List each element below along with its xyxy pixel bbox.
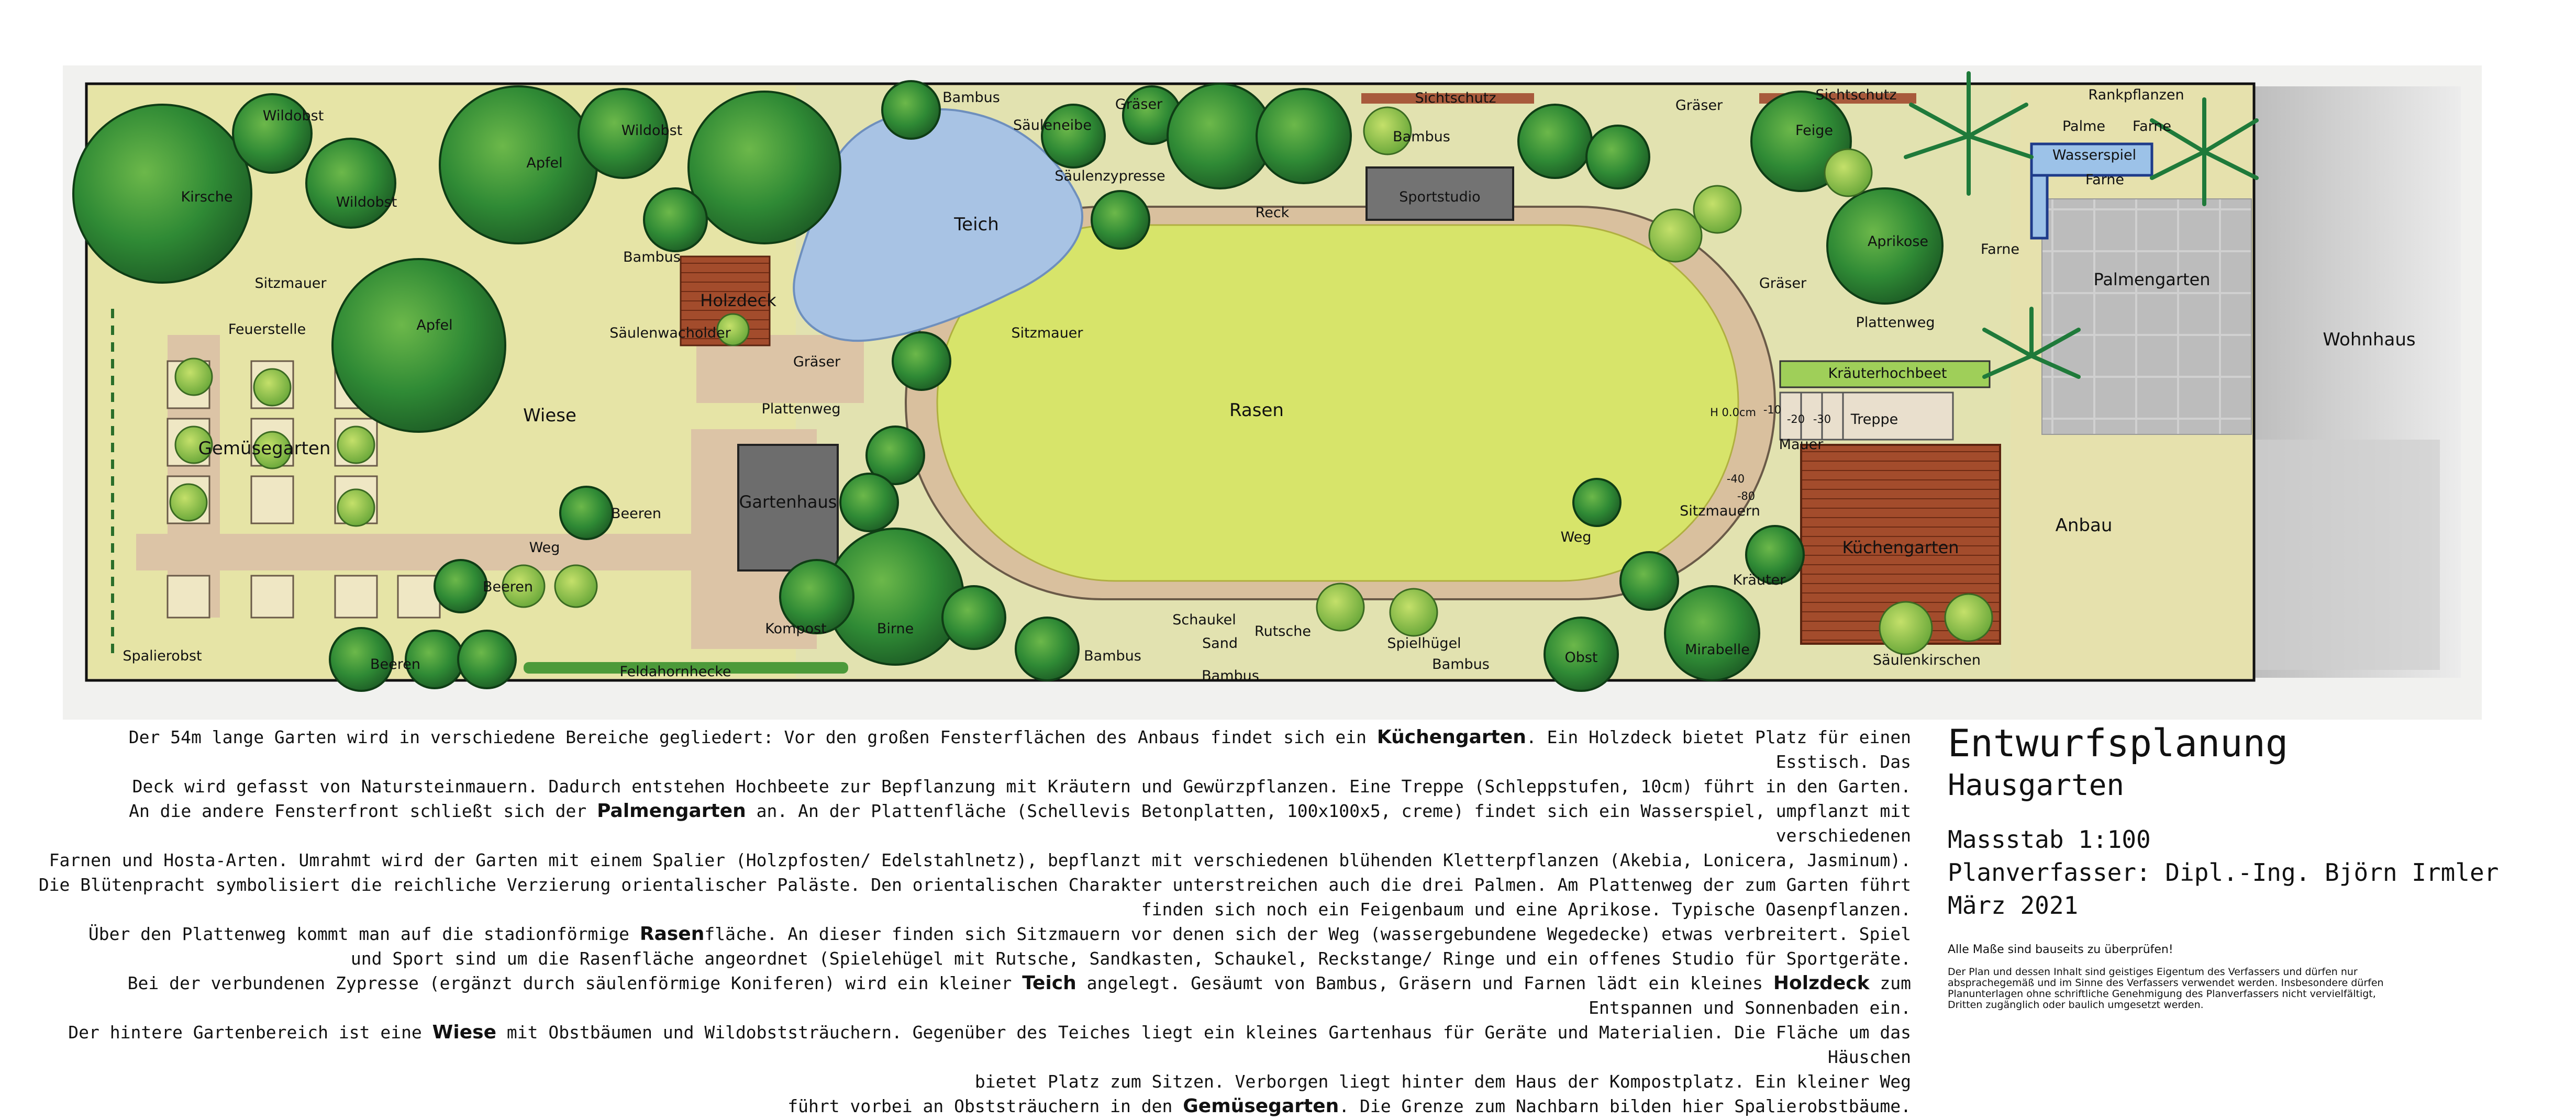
- plan-title: Entwurfsplanung: [1948, 721, 2289, 765]
- label-beeren-1: Beeren: [611, 506, 661, 522]
- label-mirabelle: Mirabelle: [1685, 642, 1750, 658]
- label-mauer: Mauer: [1779, 436, 1824, 453]
- label-rasen: Rasen: [1229, 400, 1284, 421]
- description-text: [31, 725, 1911, 1118]
- label-beeren-3: Beeren: [370, 656, 420, 673]
- palm-garden-tiles: [2042, 199, 2251, 434]
- label-plattenweg-2: Plattenweg: [1856, 315, 1935, 331]
- label-birne: Birne: [876, 621, 914, 637]
- description-line: Der hintere Gartenbereich ist eine Wiese mit Obstbäumen und Wildobststräuchern. Gegenüber des Teiches liegt ein kleines Gartenhaus für Geräte und Materialien. Die Fläche um das Häuschen: [68, 1022, 1911, 1067]
- label-sichtschutz-2: Sichtschutz: [1815, 87, 1897, 103]
- description-line: Deck wird gefasst von Natursteinmauern. Dadurch entstehen Hochbeete zur Bepflanzung mit Kräutern und Gewürzpflanzen. Eine Treppe (Schleppstufen, 10cm) führt in den Garten.: [132, 776, 1911, 797]
- label-kraeuter: Kräuter: [1733, 572, 1786, 588]
- description-line: Bei der verbundenen Zypresse (ergänzt durch säulenförmige Koniferen) wird ein kleiner Teich angelegt. Gesäumt von Bambus, Gräsern und Farnen lädt ein kleines Holzdeck zum: [127, 972, 1911, 994]
- label-h00: H 0.0cm: [1710, 406, 1756, 419]
- label-wasserspiel: Wasserspiel: [2052, 147, 2137, 163]
- label-bambus-1: Bambus: [623, 249, 681, 265]
- label-rutsche: Rutsche: [1254, 623, 1311, 640]
- label-gemuesegarten: Gemüsegarten: [198, 438, 331, 459]
- label-palme: Palme: [2062, 118, 2106, 135]
- plan-note-measurements: Alle Maße sind bauseits zu überprüfen!: [1948, 943, 2173, 956]
- plan-author: Planverfasser: Dipl.-Ing. Björn Irmler: [1948, 858, 2499, 887]
- label-teich: Teich: [954, 214, 999, 235]
- label-bambus-6: Bambus: [1432, 656, 1490, 673]
- label-schaukel: Schaukel: [1172, 612, 1236, 628]
- label-grasser-4: Gräser: [1759, 275, 1807, 292]
- label-bambus-2: Bambus: [942, 89, 1000, 106]
- label-sitzmauer-2: Sitzmauer: [1011, 325, 1083, 341]
- plan-subtitle: Hausgarten: [1948, 768, 2125, 802]
- description-line: und Sport sind um die Rasenfläche angeordnet (Spielehügel mit Rutsche, Sandkasten, Schaukel, Reckstange/ Ringe und ein offenes Studio für Sportgeräte.: [350, 948, 1911, 969]
- label-beeren-2: Beeren: [483, 579, 533, 595]
- label-m30: -30: [1813, 413, 1831, 425]
- label-feuerstelle: Feuerstelle: [228, 321, 306, 338]
- label-reck: Reck: [1255, 205, 1290, 221]
- description-line: Die Blütenpracht symbolisiert die reichliche Verzierung orientalischer Paläste. Den orientalischen Charakter unterstreichen auch die drei Palmen. Am Plattenweg der zum Garten führt: [38, 875, 1911, 895]
- description-line: führt vorbei an Obststräuchern in den Gemüsegarten. Die Grenze zum Nachbarn bilden hier Spalierobstbäume.: [787, 1095, 1911, 1117]
- label-spalierobst: Spalierobst: [123, 648, 202, 664]
- label-saeulenzypresse: Säulenzypresse: [1054, 168, 1165, 184]
- label-wildobst-1: Wildobst: [262, 108, 324, 124]
- label-farne-3: Farne: [1981, 241, 2019, 257]
- label-kirsche: Kirsche: [181, 189, 233, 205]
- description-line: An die andere Fensterfront schließt sich der Palmengarten an. An der Plattenfläche (Schellevis Betonplatten, 100x100x5, creme) findet sich ein Wasserspiel, umpflanzt mit verschiedenen: [129, 800, 1911, 846]
- label-feige: Feige: [1795, 122, 1833, 139]
- plan-note-copyright: Der Plan und dessen Inhalt sind geistiges Eigentum des Verfassers und dürfen nur absprachegemäß und im Sinne des Verfassers verwendet werden. Insbesondere dürfen Planunterlagen ohne schriftliche Genehmigung des Planverfassers nicht vervielfältigt, Dritten zugänglich oder baulich umgesetzt werden.: [1948, 966, 2384, 1011]
- label-apfel-2: Apfel: [416, 317, 453, 333]
- label-kuechengarten: Küchengarten: [1842, 537, 1959, 557]
- label-obst: Obst: [1564, 649, 1598, 666]
- label-sitzmauern: Sitzmauern: [1680, 503, 1760, 519]
- label-grasser-3: Gräser: [1675, 97, 1723, 114]
- description-line: Entspannen und Sonnenbaden ein.: [1589, 998, 1911, 1018]
- label-sichtschutz-1: Sichtschutz: [1415, 90, 1496, 106]
- label-kompost: Kompost: [765, 621, 827, 637]
- label-bambus-3: Bambus: [1393, 129, 1450, 145]
- label-kraeuterhochbeet: Kräuterhochbeet: [1828, 365, 1947, 382]
- label-palmengarten: Palmengarten: [2093, 270, 2211, 289]
- label-sand: Sand: [1202, 635, 1238, 652]
- label-m40: -40: [1726, 473, 1745, 485]
- label-rankpflanzen: Rankpflanzen: [2088, 87, 2184, 103]
- label-wildobst-3: Wildobst: [621, 122, 683, 139]
- label-saeuleneibe: Säuleneibe: [1013, 117, 1092, 133]
- label-anbau: Anbau: [2055, 515, 2113, 536]
- label-grasser-1: Gräser: [793, 354, 841, 370]
- label-sportstudio: Sportstudio: [1399, 189, 1481, 205]
- label-holzdeck: Holzdeck: [700, 290, 776, 310]
- plan-scale: Massstab 1:100: [1948, 825, 2151, 854]
- label-farne-2: Farne: [2085, 172, 2124, 188]
- lawn-stadium: [937, 225, 1738, 581]
- label-wiese: Wiese: [523, 405, 576, 426]
- label-weg-2: Weg: [1560, 529, 1592, 545]
- plan-date: März 2021: [1948, 891, 2079, 920]
- description-line: Der 54m lange Garten wird in verschiedene Bereiche gegliedert: Vor den großen Fensterflächen des Anbaus findet sich ein Küchengarten. Ein Holzdeck bietet Platz für einen Esstisch. Das: [128, 726, 1911, 772]
- label-sitzmauer-1: Sitzmauer: [254, 275, 327, 292]
- description-line: Über den Plattenweg kommt man auf die stadionförmige Rasenfläche. An dieser finden sich Sitzmauern vor denen sich der Weg (wassergebundene Wegedecke) etwas verbreitert. Spiel: [88, 923, 1911, 945]
- description-line: finden sich noch ein Feigenbaum und eine Aprikose. Typische Oasenpflanzen.: [1141, 899, 1911, 920]
- label-treppe: Treppe: [1850, 411, 1898, 428]
- label-m10: -10: [1763, 404, 1782, 416]
- label-plattenweg-1: Plattenweg: [761, 401, 841, 417]
- label-spielhuegel: Spielhügel: [1387, 635, 1461, 652]
- label-saeulenwacholder: Säulenwacholder: [609, 325, 731, 341]
- label-saeulenkirschen: Säulenkirschen: [1872, 652, 1981, 668]
- description-line: bietet Platz zum Sitzen. Verborgen liegt hinter dem Haus der Kompostplatz. Ein kleiner Weg: [974, 1071, 1911, 1092]
- label-m80: -80: [1737, 490, 1756, 502]
- label-apfel-1: Apfel: [526, 155, 563, 171]
- description-line: Farnen und Hosta-Arten. Umrahmt wird der Garten mit einem Spalier (Holzpfosten/ Edelstahlnetz), bepflanzt mit verschiedenen blühenden Kletterpflanzen (Akebia, Lonicera, Jasminum).: [49, 850, 1911, 870]
- title-block: [1948, 720, 2550, 1011]
- label-aprikose: Aprikose: [1867, 233, 1929, 250]
- label-wohnhaus: Wohnhaus: [2323, 329, 2416, 350]
- label-bambus-4: Bambus: [1084, 648, 1141, 664]
- label-feldahornhecke: Feldahornhecke: [619, 664, 731, 680]
- label-grasser-2: Gräser: [1115, 96, 1163, 113]
- label-m20: -20: [1786, 413, 1805, 425]
- label-gartenhaus: Gartenhaus: [739, 492, 837, 512]
- label-bambus-5: Bambus: [1202, 668, 1259, 684]
- label-farne-1: Farne: [2133, 118, 2171, 135]
- label-wildobst-2: Wildobst: [336, 194, 397, 210]
- label-weg-1: Weg: [529, 540, 560, 556]
